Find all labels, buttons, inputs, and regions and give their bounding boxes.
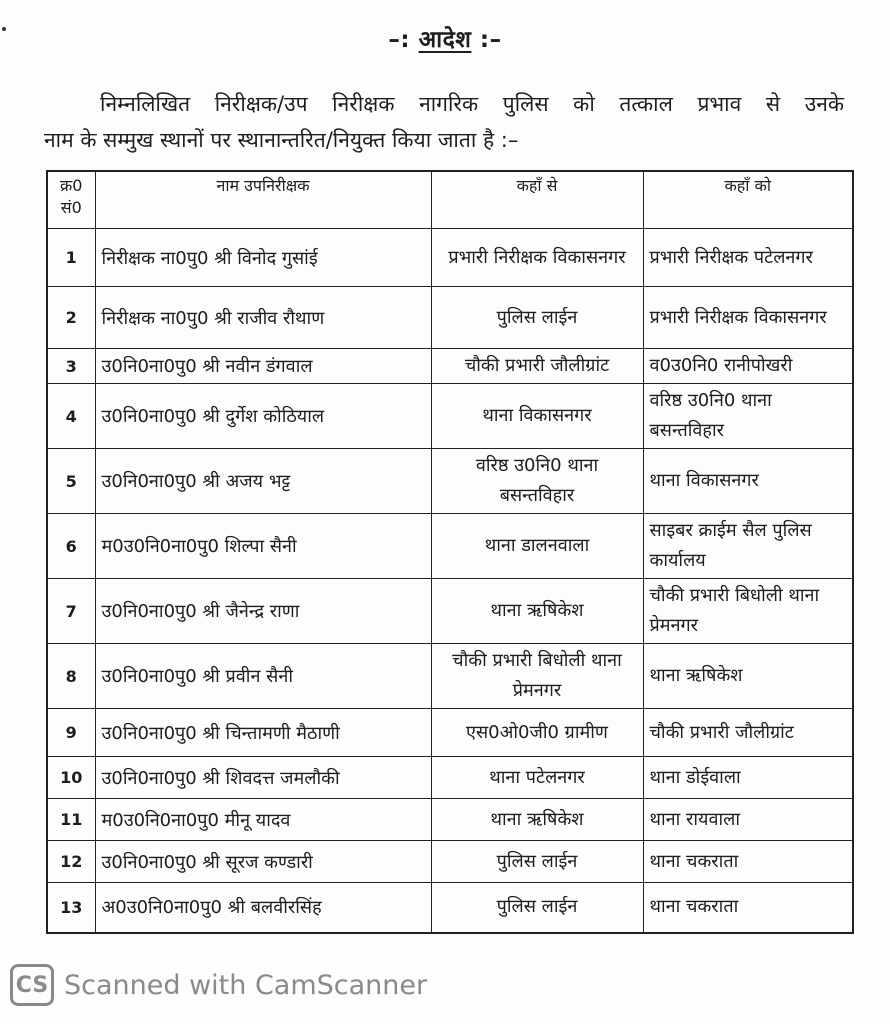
camscanner-watermark [10, 964, 427, 1006]
cell-to: थाना चकराता [643, 883, 853, 933]
cell-sno: 7 [47, 579, 95, 644]
cell-name: निरीक्षक ना0पु0 श्री राजीव रौथाण [95, 287, 431, 349]
cell-to: थाना रायवाला [643, 799, 853, 841]
cell-name: उ0नि0ना0पु0 श्री अजय भट्ट [95, 449, 431, 514]
cell-sno: 10 [47, 757, 95, 799]
table-row [47, 709, 853, 757]
cell-to: थाना विकासनगर [643, 449, 853, 514]
cell-sno: 8 [47, 644, 95, 709]
watermark-text: Scanned with CamScanner [64, 969, 428, 1001]
intro-line-1: निम्नलिखित निरीक्षक/उप निरीक्षक नागरिक पुलिस को तत्काल प्रभाव से उनके [100, 92, 844, 116]
table-row [47, 514, 853, 579]
cell-to: चौकी प्रभारी बिधोली थाना प्रेमनगर [643, 579, 853, 644]
cell-to: थाना ऋषिकेश [643, 644, 853, 709]
cell-to: वरिष्ठ उ0नि0 थाना बसन्तविहार [643, 384, 853, 449]
cell-from: थाना पटेलनगर [431, 757, 643, 799]
cell-sno: 4 [47, 384, 95, 449]
cell-to: चौकी प्रभारी जौलीग्रांट [643, 709, 853, 757]
cell-sno: 5 [47, 449, 95, 514]
cell-name: उ0नि0ना0पु0 श्री चिन्तामणी मैठाणी [95, 709, 431, 757]
cell-from: पुलिस लाईन [431, 841, 643, 883]
table-row [47, 287, 853, 349]
cell-sno: 9 [47, 709, 95, 757]
table-row [47, 757, 853, 799]
cell-from: थाना ऋषिकेश [431, 799, 643, 841]
heading-prefix: –: [388, 27, 419, 53]
cell-from: थाना डालनवाला [431, 514, 643, 579]
transfer-table [46, 170, 854, 934]
order-heading [0, 22, 890, 54]
cell-sno: 13 [47, 883, 95, 933]
cell-to: थाना चकराता [643, 841, 853, 883]
header-to: कहाँ को [643, 171, 853, 229]
cell-sno: 6 [47, 514, 95, 579]
table-row [47, 841, 853, 883]
table-row [47, 349, 853, 384]
cell-name: उ0नि0ना0पु0 श्री नवीन डंगवाल [95, 349, 431, 384]
table-row [47, 229, 853, 287]
table-row [47, 579, 853, 644]
cell-from: थाना ऋषिकेश [431, 579, 643, 644]
camscanner-logo: CS [10, 964, 54, 1006]
cell-name: निरीक्षक ना0पु0 श्री विनोद गुसांई [95, 229, 431, 287]
cell-to: प्रभारी निरीक्षक विकासनगर [643, 287, 853, 349]
cell-name: उ0नि0ना0पु0 श्री प्रवीन सैनी [95, 644, 431, 709]
cell-to: व0उ0नि0 रानीपोखरी [643, 349, 853, 384]
intro-paragraph [44, 86, 844, 158]
cell-from: प्रभारी निरीक्षक विकासनगर [431, 229, 643, 287]
cell-from: चौकी प्रभारी जौलीग्रांट [431, 349, 643, 384]
cell-from: पुलिस लाईन [431, 883, 643, 933]
header-name: नाम उपनिरीक्षक [95, 171, 431, 229]
cell-name: उ0नि0ना0पु0 श्री सूरज कण्डारी [95, 841, 431, 883]
header-sno: क्र0 सं0 [47, 171, 95, 229]
cell-to: साइबर क्राईम सैल पुलिस कार्यालय [643, 514, 853, 579]
cell-name: उ0नि0ना0पु0 श्री दुर्गेश कोठियाल [95, 384, 431, 449]
cell-sno: 2 [47, 287, 95, 349]
table-header-row [47, 171, 853, 229]
table-row [47, 644, 853, 709]
heading-title: आदेश [418, 27, 472, 53]
cell-from: चौकी प्रभारी बिधोली थाना प्रेमनगर [431, 644, 643, 709]
table-row [47, 384, 853, 449]
cell-from: पुलिस लाईन [431, 287, 643, 349]
cell-to: थाना डोईवाला [643, 757, 853, 799]
cell-from: एस0ओ0जी0 ग्रामीण [431, 709, 643, 757]
cell-sno: 12 [47, 841, 95, 883]
cell-sno: 11 [47, 799, 95, 841]
cell-name: म0उ0नि0ना0पु0 शिल्पा सैनी [95, 514, 431, 579]
cell-name: उ0नि0ना0पु0 श्री जैनेन्द्र राणा [95, 579, 431, 644]
table-row [47, 883, 853, 933]
cell-sno: 3 [47, 349, 95, 384]
header-from: कहाँ से [431, 171, 643, 229]
table-row [47, 799, 853, 841]
cell-from: थाना विकासनगर [431, 384, 643, 449]
cell-name: अ0उ0नि0ना0पु0 श्री बलवीरसिंह [95, 883, 431, 933]
cell-name: म0उ0नि0ना0पु0 मीनू यादव [95, 799, 431, 841]
heading-suffix: :– [471, 27, 502, 53]
cell-name: उ0नि0ना0पु0 श्री शिवदत्त जमलौकी [95, 757, 431, 799]
cell-from: वरिष्ठ उ0नि0 थाना बसन्तविहार [431, 449, 643, 514]
cell-sno: 1 [47, 229, 95, 287]
intro-line-2: नाम के सम्मुख स्थानों पर स्थानान्तरित/नियुक्त किया जाता है :– [44, 128, 519, 152]
table-row [47, 449, 853, 514]
cell-to: प्रभारी निरीक्षक पटेलनगर [643, 229, 853, 287]
